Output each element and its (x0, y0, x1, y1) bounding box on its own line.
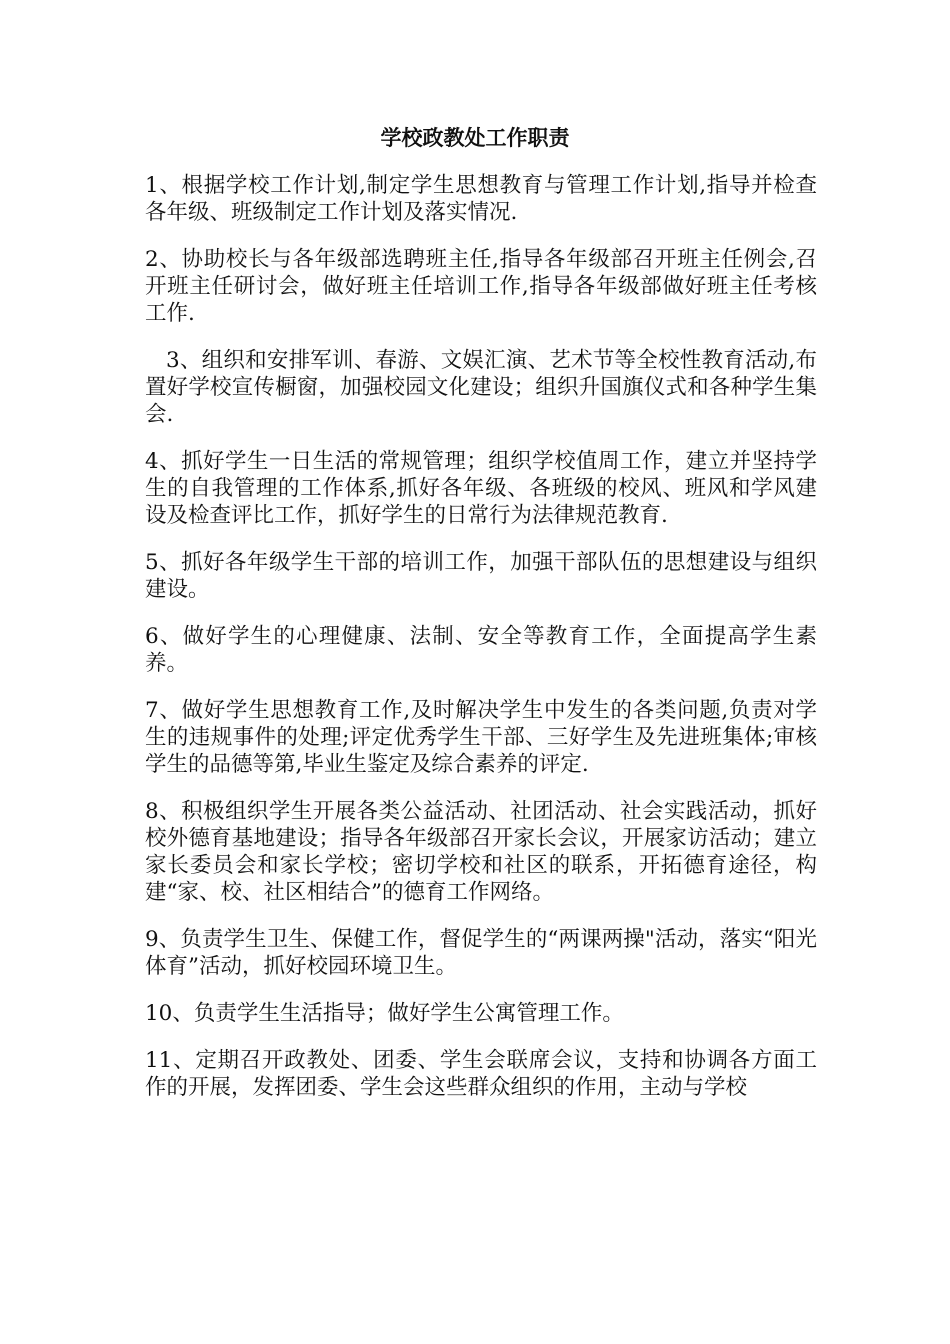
paragraph-7: 7、做好学生思想教育工作,及时解决学生中发生的各类问题,负责对学生的违规事件的处理;评定优秀学生干部、三好学生及先进班集体;审核学生的品德等第,毕业生鉴定及综合素养的评定. (145, 698, 817, 777)
paragraph-11: 11、定期召开政教处、团委、学生会联席会议，支持和协调各方面工作的开展，发挥团委、学生会这些群众组织的作用，主动与学校 (145, 1048, 817, 1100)
document-title: 学校政教处工作职责 (380, 125, 570, 150)
paragraph-2: 2、协助校长与各年级部选聘班主任,指导各年级部召开班主任例会,召开班主任研讨会，做好班主任培训工作,指导各年级部做好班主任考核工作. (145, 247, 817, 326)
paragraph-6: 6、做好学生的心理健康、法制、安全等教育工作，全面提高学生素养。 (145, 624, 817, 676)
paragraph-4: 4、抓好学生一日生活的常规管理；组织学校值周工作，建立并坚持学生的自我管理的工作体系,抓好各年级、各班级的校风、班风和学风建设及检查评比工作，抓好学生的日常行为法律规范教育. (145, 449, 817, 528)
paragraph-3: 3、组织和安排军训、春游、文娱汇演、艺术节等全校性教育活动,布置好学校宣传橱窗，加强校园文化建设；组织升国旗仪式和各种学生集会. (145, 348, 817, 427)
paragraph-5: 5、抓好各年级学生干部的培训工作，加强干部队伍的思想建设与组织建设。 (145, 550, 817, 602)
document-body (145, 172, 817, 1121)
paragraph-1: 1、根据学校工作计划,制定学生思想教育与管理工作计划,指导并检查各年级、班级制定工作计划及落实情况. (145, 173, 817, 225)
paragraph-9: 9、负责学生卫生、保健工作，督促学生的“两课两操"活动，落实“阳光体育”活动，抓好校园环境卫生。 (145, 927, 817, 979)
paragraph-10: 10、负责学生生活指导；做好学生公寓管理工作。 (145, 1001, 624, 1026)
paragraph-8: 8、积极组织学生开展各类公益活动、社团活动、社会实践活动，抓好校外德育基地建设；指导各年级部召开家长会议，开展家访活动；建立家长委员会和家长学校；密切学校和社区的联系，开拓德育途径，构建“家、校、社区相结合”的德育工作网络。 (145, 799, 817, 905)
